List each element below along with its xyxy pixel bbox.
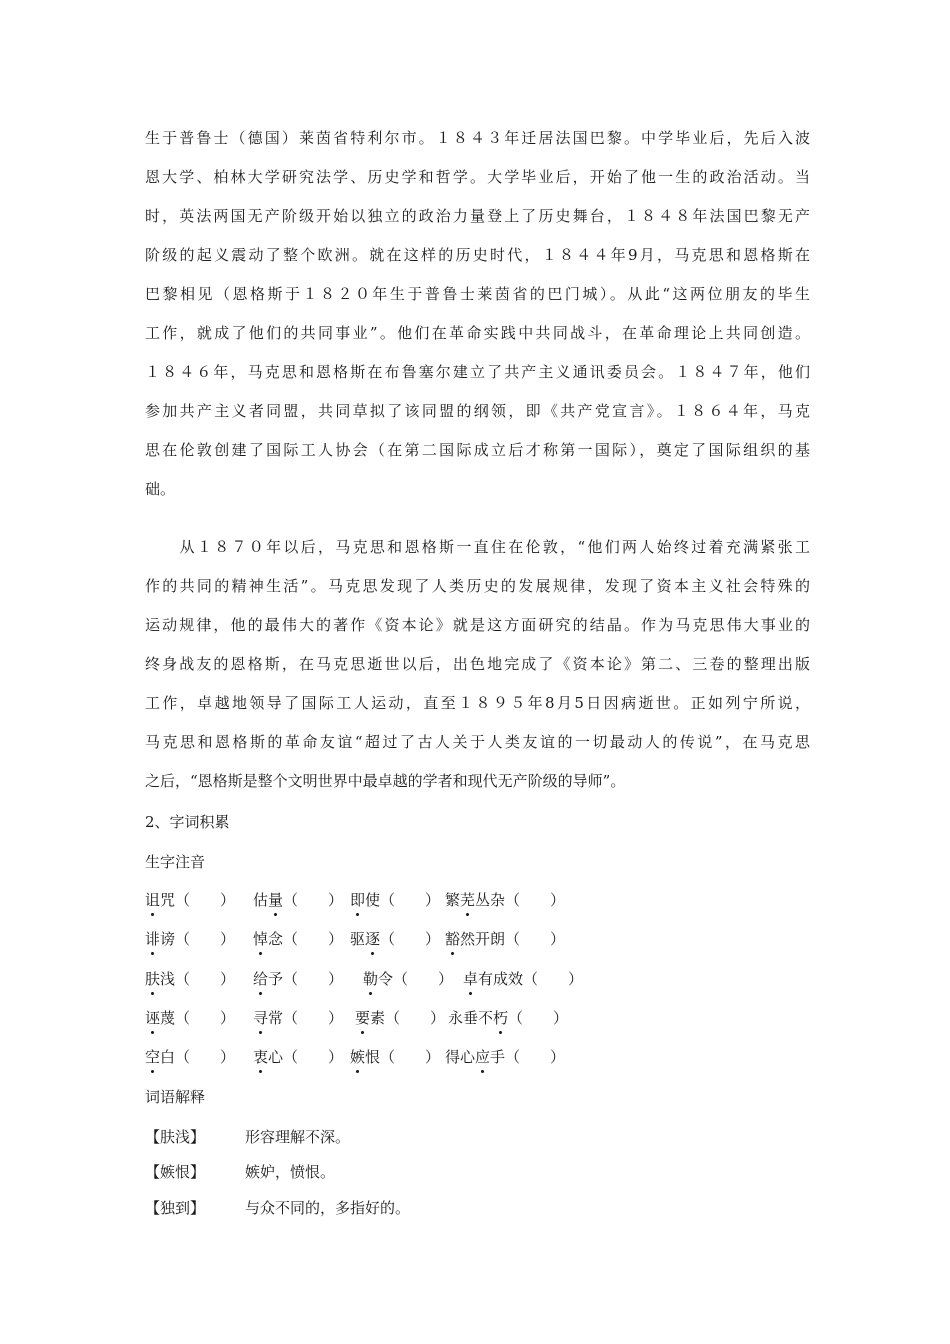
emphasized-character: 诬 <box>145 1006 160 1030</box>
paragraph-line: 巴黎相见（恩格斯于１８２０年生于普鲁士莱茵省的巴门城）。从此“这两位朋友的毕生 <box>145 285 810 303</box>
vocab-item <box>445 888 565 912</box>
vocab-item <box>355 1006 445 1030</box>
vocab-item <box>363 967 453 991</box>
paragraph-line: 作的共同的精神生活”。马克思发现了人类历史的发展规律，发现了资本主义社会特殊的 <box>145 577 810 595</box>
vocab-item <box>145 1006 235 1030</box>
vocab-text: 估 <box>253 891 269 909</box>
vocab-text: （ ） <box>380 930 441 948</box>
paragraph-line: 恩大学、柏林大学研究法学、历史学和哲学。大学毕业后，开始了他一生的政治活动。当 <box>145 168 810 186</box>
vocab-item <box>253 927 343 951</box>
vocab-text: （ ） <box>283 891 344 909</box>
vocab-text: 使（ ） <box>365 891 441 909</box>
paragraph-line: 阶级的起义震动了整个欧洲。就在这样的历史时代，１８４４年9月，马克思和恩格斯在 <box>145 246 810 264</box>
glossary-definition: 形容理解不深。 <box>245 1128 351 1146</box>
emphasized-character: 诽 <box>145 927 160 951</box>
vocab-text: 浅（ ） <box>160 970 236 988</box>
vocab-text: 永垂不 <box>448 1009 494 1027</box>
vocab-item <box>145 1045 235 1069</box>
vocab-text: 常（ ） <box>268 1009 344 1027</box>
glossary-definition: 嫉妒，愤恨。 <box>245 1163 336 1181</box>
vocab-item <box>145 967 235 991</box>
vocab-item <box>350 1045 440 1069</box>
emphasized-character: 衷 <box>253 1045 268 1069</box>
phonetic-title: 生字注音 <box>145 853 206 871</box>
vocab-item <box>253 888 343 912</box>
vocab-text: 丛杂（ ） <box>475 891 566 909</box>
intro-paragraph <box>145 119 810 509</box>
emphasized-character: 嫉 <box>350 1045 365 1069</box>
emphasized-character: 芜 <box>460 888 475 912</box>
paragraph-line: 础。 <box>145 480 176 498</box>
vocab-text: 咒（ ） <box>160 891 236 909</box>
paragraph-line: 时，英法两国无产阶级开始以独立的政治力量登上了历史舞台，１８４８年法国巴黎无产 <box>145 207 810 225</box>
emphasized-character: 悼 <box>253 927 268 951</box>
paragraph-line: 参加共产主义者同盟，共同草拟了该同盟的纲领，即《共产党宣言》。１８６４年，马克 <box>145 402 810 420</box>
glossary-term: 【肤浅】 <box>145 1128 206 1146</box>
vocab-item <box>445 927 565 951</box>
glossary-term: 【独到】 <box>145 1199 206 1217</box>
paragraph-line: 运动规律，他的最伟大的著作《资本论》就是这方面研究的结晶。作为马克思伟大事业的 <box>145 616 810 634</box>
vocab-text: （ ） <box>508 1009 569 1027</box>
vocab-text: 心（ ） <box>268 1048 344 1066</box>
emphasized-character: 肤 <box>145 967 160 991</box>
vocab-text: 驱 <box>350 930 366 948</box>
vocab-text: 予（ ） <box>268 970 344 988</box>
paragraph-line: １８４６年，马克思和恩格斯在布鲁塞尔建立了共产主义通讯委员会。１８４７年，他们 <box>145 363 810 381</box>
vocab-item <box>253 1006 343 1030</box>
paragraph-line: 思在伦敦创建了国际工人协会（在第二国际成立后才称第一国际），奠定了国际组织的基 <box>145 441 810 459</box>
paragraph-line: 从１８７０年以后，马克思和恩格斯一直住在伦敦，“他们两人始终过着充满紧张工 <box>145 538 810 556</box>
emphasized-character: 空 <box>145 1045 160 1069</box>
paragraph-line: 终身战友的恩格斯，在马克思逝世以后，出色地完成了《资本论》第二、三卷的整理出版 <box>145 655 810 673</box>
second-paragraph <box>145 528 810 801</box>
vocab-text: 得心 <box>445 1048 476 1066</box>
vocab-item <box>445 1045 565 1069</box>
vocab-item <box>350 888 440 912</box>
vocab-text: 蔑（ ） <box>160 1009 236 1027</box>
paragraph-line: 生于普鲁士（德国）莱茵省特利尔市。１８４３年迁居法国巴黎。中学毕业后，先后入波 <box>145 129 810 147</box>
vocab-text: 白（ ） <box>160 1048 236 1066</box>
vocab-item <box>463 967 583 991</box>
paragraph-line: 工作，就成了他们的共同事业”。他们在革命实践中共同战斗，在革命理论上共同创造。 <box>145 324 810 342</box>
vocab-text: 繁 <box>445 891 461 909</box>
vocab-item <box>253 1045 343 1069</box>
vocab-text: 念（ ） <box>268 930 344 948</box>
vocab-text: 素（ ） <box>370 1009 446 1027</box>
vocab-item <box>350 927 440 951</box>
emphasized-character: 寻 <box>253 1006 268 1030</box>
emphasized-character: 应 <box>475 1045 490 1069</box>
vocab-text: 手（ ） <box>490 1048 566 1066</box>
vocab-item <box>448 1006 568 1030</box>
emphasized-character: 量 <box>268 888 283 912</box>
emphasized-character: 卓 <box>463 967 478 991</box>
emphasized-character: 诅 <box>145 888 160 912</box>
emphasized-character: 勒 <box>363 967 378 991</box>
emphasized-character: 要 <box>355 1006 370 1030</box>
emphasized-character: 即 <box>350 888 365 912</box>
glossary-definition: 与众不同的，多指好的。 <box>245 1199 411 1217</box>
glossary-title: 词语解释 <box>145 1088 206 1106</box>
glossary-term: 【嫉恨】 <box>145 1163 206 1181</box>
vocab-text: 令（ ） <box>378 970 454 988</box>
paragraph-line: 之后，“恩格斯是整个文明世界中最卓越的学者和现代无产阶级的导师”。 <box>145 772 626 790</box>
vocab-text: 谤（ ） <box>160 930 236 948</box>
paragraph-line: 工作，卓越地领导了国际工人运动，直至１８９５年8月5日因病逝世。正如列宁所说， <box>145 694 810 712</box>
emphasized-character: 逐 <box>365 927 380 951</box>
vocab-item <box>145 888 235 912</box>
vocab-item <box>145 927 235 951</box>
emphasized-character: 给 <box>253 967 268 991</box>
vocab-text: 恨（ ） <box>365 1048 441 1066</box>
section-title: 2、字词积累 <box>145 813 230 831</box>
vocab-text: 然开朗（ ） <box>460 930 566 948</box>
emphasized-character: 朽 <box>493 1006 508 1030</box>
vocab-item <box>253 967 343 991</box>
vocab-text: 有成效（ ） <box>478 970 584 988</box>
emphasized-character: 豁 <box>445 927 460 951</box>
paragraph-line: 马克思和恩格斯的革命友谊“超过了古人关于人类友谊的一切最动人的传说”，在马克思 <box>145 733 810 751</box>
